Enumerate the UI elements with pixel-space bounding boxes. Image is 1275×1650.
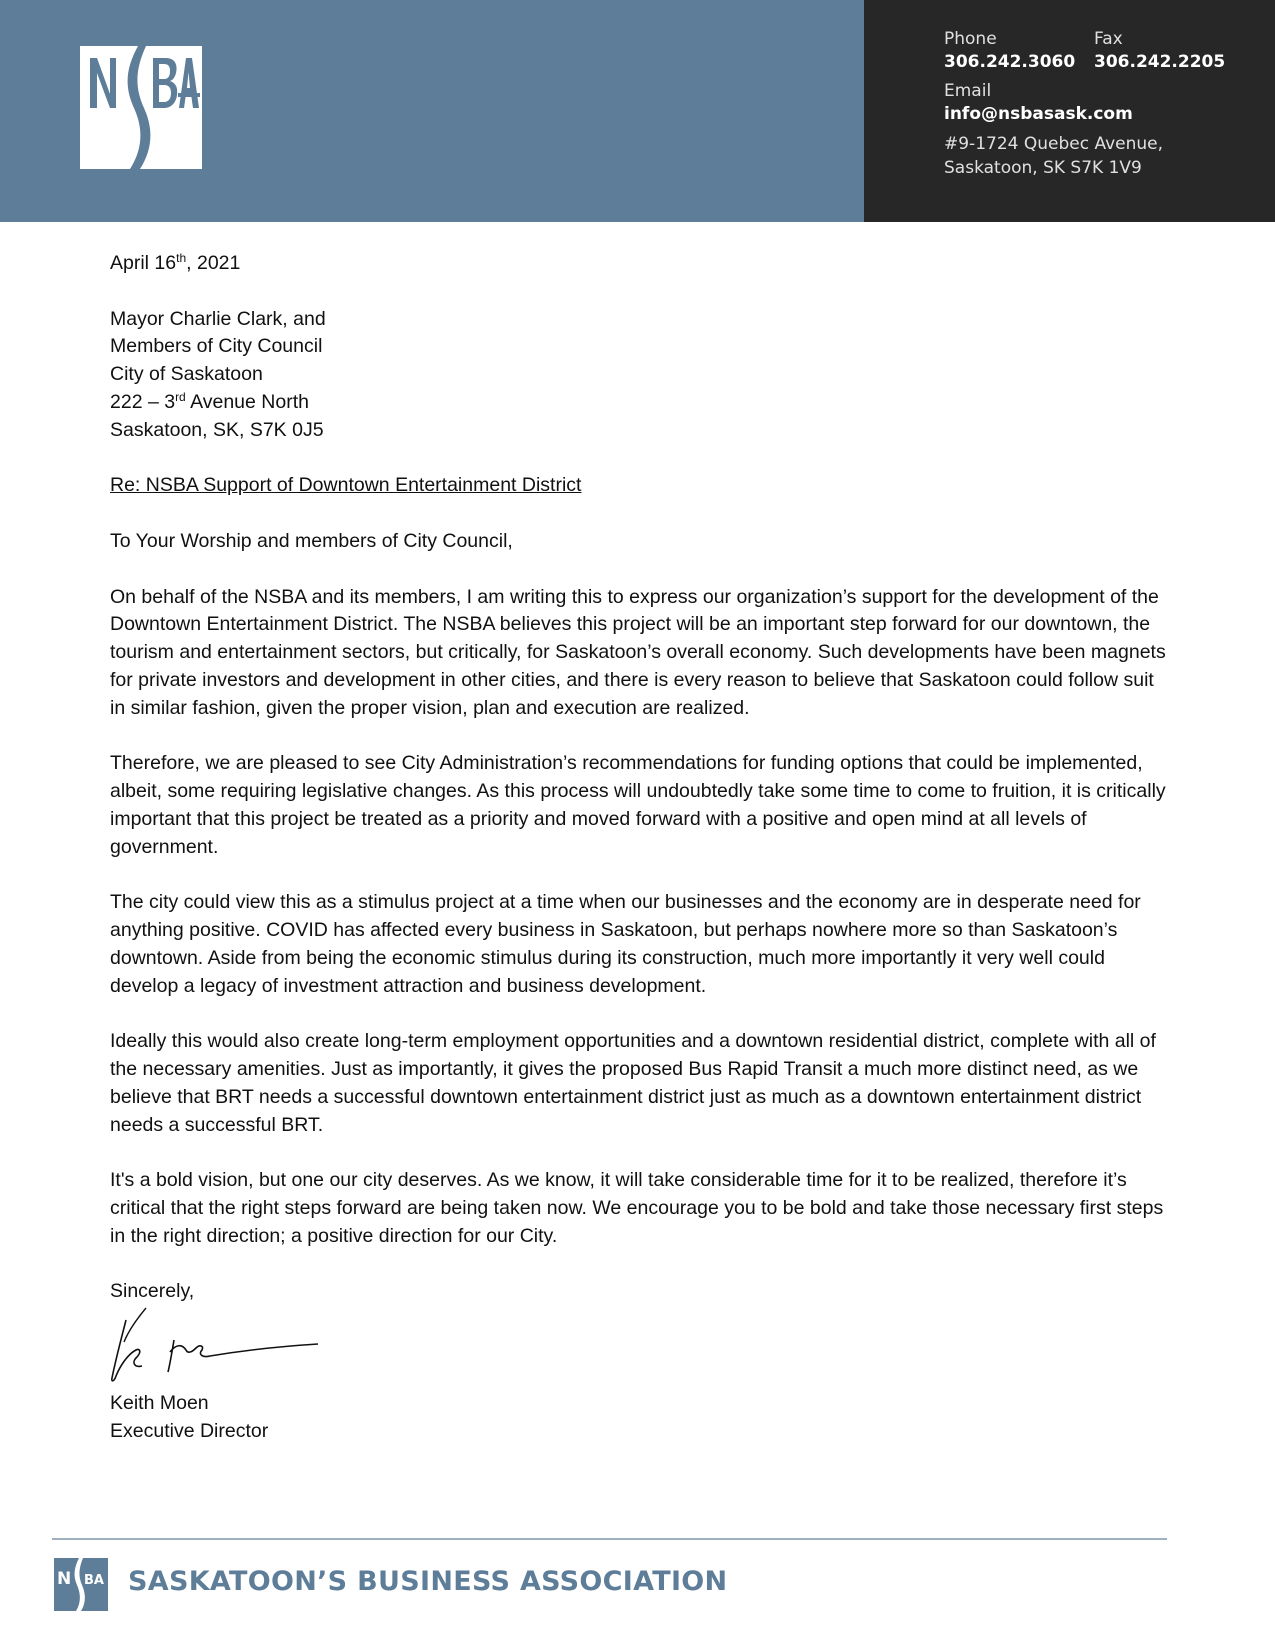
svg-text:BA: BA — [84, 1573, 104, 1588]
signer-name: Keith Moen — [110, 1392, 209, 1415]
footer-nsba-logo — [54, 1558, 108, 1611]
fax-number: 306.242.2205 — [1094, 52, 1226, 72]
recipient-line-3: City of Saskatoon — [110, 363, 263, 386]
nsba-logo-icon — [80, 46, 202, 169]
address-line-1: #9-1724 Quebec Avenue, — [944, 134, 1164, 154]
recipient-line-5: Saskatoon, SK, S7K 0J5 — [110, 418, 324, 441]
letterhead-brand-panel — [0, 0, 864, 222]
body-paragraph: Therefore, we are pleased to see City Administration’s recommendations for funding options that could be implemented, albeit, some requiring legislative changes. As this process will undoubtedly take some time to come to fruition, it is critically important that this project be treated as a priority and moved forward with a positive and open mind at all levels of government. — [110, 752, 1166, 858]
signer-title: Executive Director — [110, 1420, 269, 1443]
email-address: info@nsbasask.com — [944, 104, 1133, 124]
letterhead — [0, 0, 1275, 222]
letter-date: April 16th, 2021 — [110, 251, 241, 274]
signature — [106, 1306, 1170, 1390]
contact-info — [944, 28, 1244, 180]
recipient-line-2: Members of City Council — [110, 335, 323, 358]
body-paragraph: It's a bold vision, but one our city deserves. As we know, it will take considerable time for it to be realized, therefore it’s critical that the right steps forward are being taken now. We encourage you to be bold and take those necessary first steps in the right direction; a positive direction for our City. — [110, 1169, 1164, 1247]
recipient-address — [110, 306, 1170, 445]
salutation: To Your Worship and members of City Council, — [110, 529, 513, 552]
footer-tagline: SASKATOON’S BUSINESS ASSOCIATION — [128, 1566, 728, 1597]
body-paragraph: On behalf of the NSBA and its members, I am writing this to express our organization’s support for the development of the Downtown Entertainment District. The NSBA believes this project will be an important step forward for our downtown, the tourism and entertainment sectors, but critically, for Saskatoon’s overall economy. Such developments have been magnets for private investors and development in other cities, and there is every reason to believe that Saskatoon could follow suit in similar fashion, given the proper vision, plan and execution are realized. — [110, 585, 1166, 719]
recipient-line-4: 222 – 3rd Avenue North — [110, 389, 309, 413]
svg-text:N: N — [57, 1569, 72, 1589]
body-paragraph: The city could view this as a stimulus project at a time when our businesses and the economy are in desperate need for anything positive. COVID has affected every business in Saskatoon, but perhaps nowhere more so than Saskatoon’s downtown. Aside from being the economic stimulus during its construction, much more importantly it very well could develop a legacy of investment attraction and business development. — [110, 891, 1141, 997]
address-line-2: Saskatoon, SK S7K 1V9 — [944, 158, 1142, 178]
closing: Sincerely, — [110, 1280, 195, 1303]
nsba-logo-icon — [54, 1558, 108, 1611]
handwritten-signature-icon — [106, 1306, 326, 1390]
phone-label: Phone — [944, 29, 997, 49]
email-label: Email — [944, 81, 992, 101]
subject-line: Re: NSBA Support of Downtown Entertainment District — [110, 474, 582, 497]
footer-divider — [52, 1538, 1167, 1540]
phone-number: 306.242.3060 — [944, 52, 1076, 72]
recipient-line-1: Mayor Charlie Clark, and — [110, 307, 326, 330]
fax-label: Fax — [1094, 29, 1123, 49]
body-paragraph: Ideally this would also create long-term employment opportunities and a downtown residential district, complete with all of the necessary amenities. Just as importantly, it gives the proposed Bus Rapid Transit a much more distinct need, as we believe that BRT needs a successful downtown entertainment district just as much as a downtown entertainment district needs a successful BRT. — [110, 1030, 1156, 1136]
nsba-logo — [80, 46, 202, 169]
letter-body — [110, 250, 1170, 1446]
letterhead-contact-panel — [864, 0, 1275, 222]
